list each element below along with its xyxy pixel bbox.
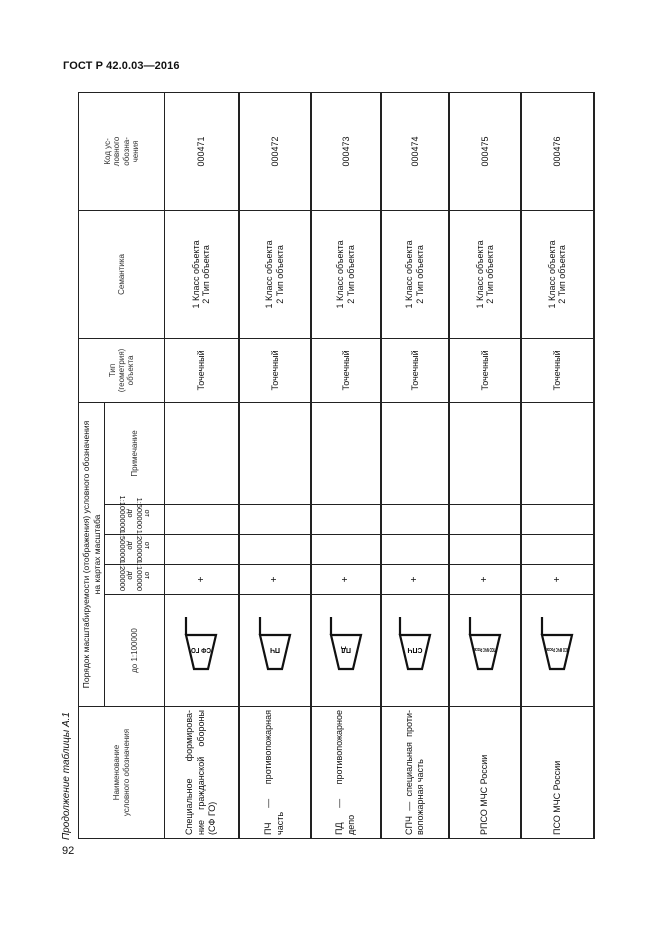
symbol-name-line: вопожарная часть: [414, 759, 425, 835]
scale-mark: +: [521, 565, 594, 595]
symbol-name-line: часть: [274, 811, 285, 835]
symbol-name-line: РПСО МЧС России: [479, 754, 490, 835]
header-scale-3: от 1:200000 до 1:500000: [105, 535, 165, 565]
header-type: Тип (геометрия) объекта: [79, 338, 165, 402]
object-type: Точечный: [521, 338, 594, 402]
symbol-name-line: (СФ ГО): [206, 801, 217, 835]
symbol-name: [449, 707, 521, 839]
symbol-name: [381, 707, 449, 839]
fire-station-symbol-icon: [172, 616, 230, 686]
semantics: 1 Класс объекта 2 Тип объекта: [381, 210, 449, 338]
header-scale-4: от 1:500000 до 1:1000000: [105, 505, 165, 535]
symbols-table: [78, 92, 595, 839]
symbol-name: [521, 707, 594, 839]
symbol-cell: [311, 595, 381, 707]
symbol-label: ПЧ: [269, 646, 280, 654]
fire-station-symbol-icon: [528, 616, 586, 686]
header-scale-1: до 1:100000: [105, 595, 165, 707]
note-cell: [311, 402, 381, 504]
scale-empty: [449, 505, 521, 535]
scale-empty: [521, 535, 594, 565]
scale-empty: [165, 505, 239, 535]
fire-station-symbol-icon: [456, 616, 514, 686]
scale-empty: [381, 535, 449, 565]
scale-mark: +: [311, 565, 381, 595]
scale-mark: +: [239, 565, 311, 595]
symbol-code: 000476: [521, 92, 594, 210]
scale-mark: +: [165, 565, 239, 595]
header-semantics: Семантика: [79, 210, 165, 338]
scale-empty: [521, 505, 594, 535]
table-row: [381, 92, 449, 838]
object-type: Точечный: [311, 338, 381, 402]
symbol-code: 000471: [165, 92, 239, 210]
table-row: [239, 92, 311, 838]
symbol-name-line: ПЧ — противопожарная: [263, 710, 274, 835]
header-name: Наименование условного обозначения: [79, 707, 165, 839]
fire-station-symbol-icon: [386, 616, 444, 686]
fire-station-symbol-icon: [246, 616, 304, 686]
symbol-label: РПСО МЧС России: [472, 646, 497, 653]
symbol-cell: [239, 595, 311, 707]
symbol-label: СФ ГО: [190, 646, 212, 654]
fire-station-symbol-icon: [317, 616, 375, 686]
symbol-cell: [449, 595, 521, 707]
symbol-code: 000475: [449, 92, 521, 210]
table-row: [449, 92, 521, 838]
symbol-code: 000472: [239, 92, 311, 210]
header-scale-2: от 1:100000 до 1:200000: [105, 565, 165, 595]
semantics: 1 Класс объекта 2 Тип объекта: [521, 210, 594, 338]
table-row: [521, 92, 594, 838]
semantics: 1 Класс объекта 2 Тип объекта: [165, 210, 239, 338]
document-code: ГОСТ Р 42.0.03—2016: [63, 60, 180, 72]
symbol-label: ПД: [340, 646, 351, 654]
scale-mark: +: [449, 565, 521, 595]
symbol-cell: [521, 595, 594, 707]
symbol-name: [311, 707, 381, 839]
page-number: 92: [62, 845, 75, 857]
scale-empty: [311, 535, 381, 565]
object-type: Точечный: [449, 338, 521, 402]
scale-empty: [311, 505, 381, 535]
symbol-cell: [165, 595, 239, 707]
symbol-name: [165, 707, 239, 839]
semantics: 1 Класс объекта 2 Тип объекта: [449, 210, 521, 338]
symbol-name-line: ние гражданской обороны: [195, 710, 206, 835]
table-row: [165, 92, 239, 838]
symbol-name-line: ПД — противопожарное: [334, 710, 345, 835]
scale-empty: [239, 505, 311, 535]
note-cell: [521, 402, 594, 504]
note-cell: [239, 402, 311, 504]
semantics: 1 Класс объекта 2 Тип объекта: [239, 210, 311, 338]
scale-empty: [449, 535, 521, 565]
symbol-cell: [381, 595, 449, 707]
header-note: Примечание: [105, 402, 165, 504]
symbol-name-line: Специальное формирова-: [184, 710, 195, 835]
table-row: [311, 92, 381, 838]
header-code: Код ус- ловного обозна- чения: [79, 92, 165, 210]
scale-empty: [165, 535, 239, 565]
note-cell: [449, 402, 521, 504]
symbol-code: 000474: [381, 92, 449, 210]
symbol-label: ПСО МЧС России: [545, 646, 570, 653]
scale-mark: +: [381, 565, 449, 595]
symbol-label: СПЧ: [407, 646, 423, 654]
note-cell: [381, 402, 449, 504]
object-type: Точечный: [239, 338, 311, 402]
symbol-name: [239, 707, 311, 839]
symbol-code: 000473: [311, 92, 381, 210]
symbol-name-line: депо: [345, 814, 356, 835]
scale-empty: [381, 505, 449, 535]
object-type: Точечный: [381, 338, 449, 402]
semantics: 1 Класс объекта 2 Тип объекта: [311, 210, 381, 338]
table-continuation-caption: Продолжение таблицы А.1: [61, 712, 72, 840]
object-type: Точечный: [165, 338, 239, 402]
note-cell: [165, 402, 239, 504]
symbol-name-line: СПЧ — специальная проти-: [403, 710, 414, 835]
symbol-name-line: ПСО МЧС России: [551, 760, 562, 835]
header-scale-group: Порядок масштабируемости (отображения) условного обозначения на картах масштаба: [79, 402, 105, 706]
scale-empty: [239, 535, 311, 565]
rotated-table-container: [78, 93, 595, 839]
